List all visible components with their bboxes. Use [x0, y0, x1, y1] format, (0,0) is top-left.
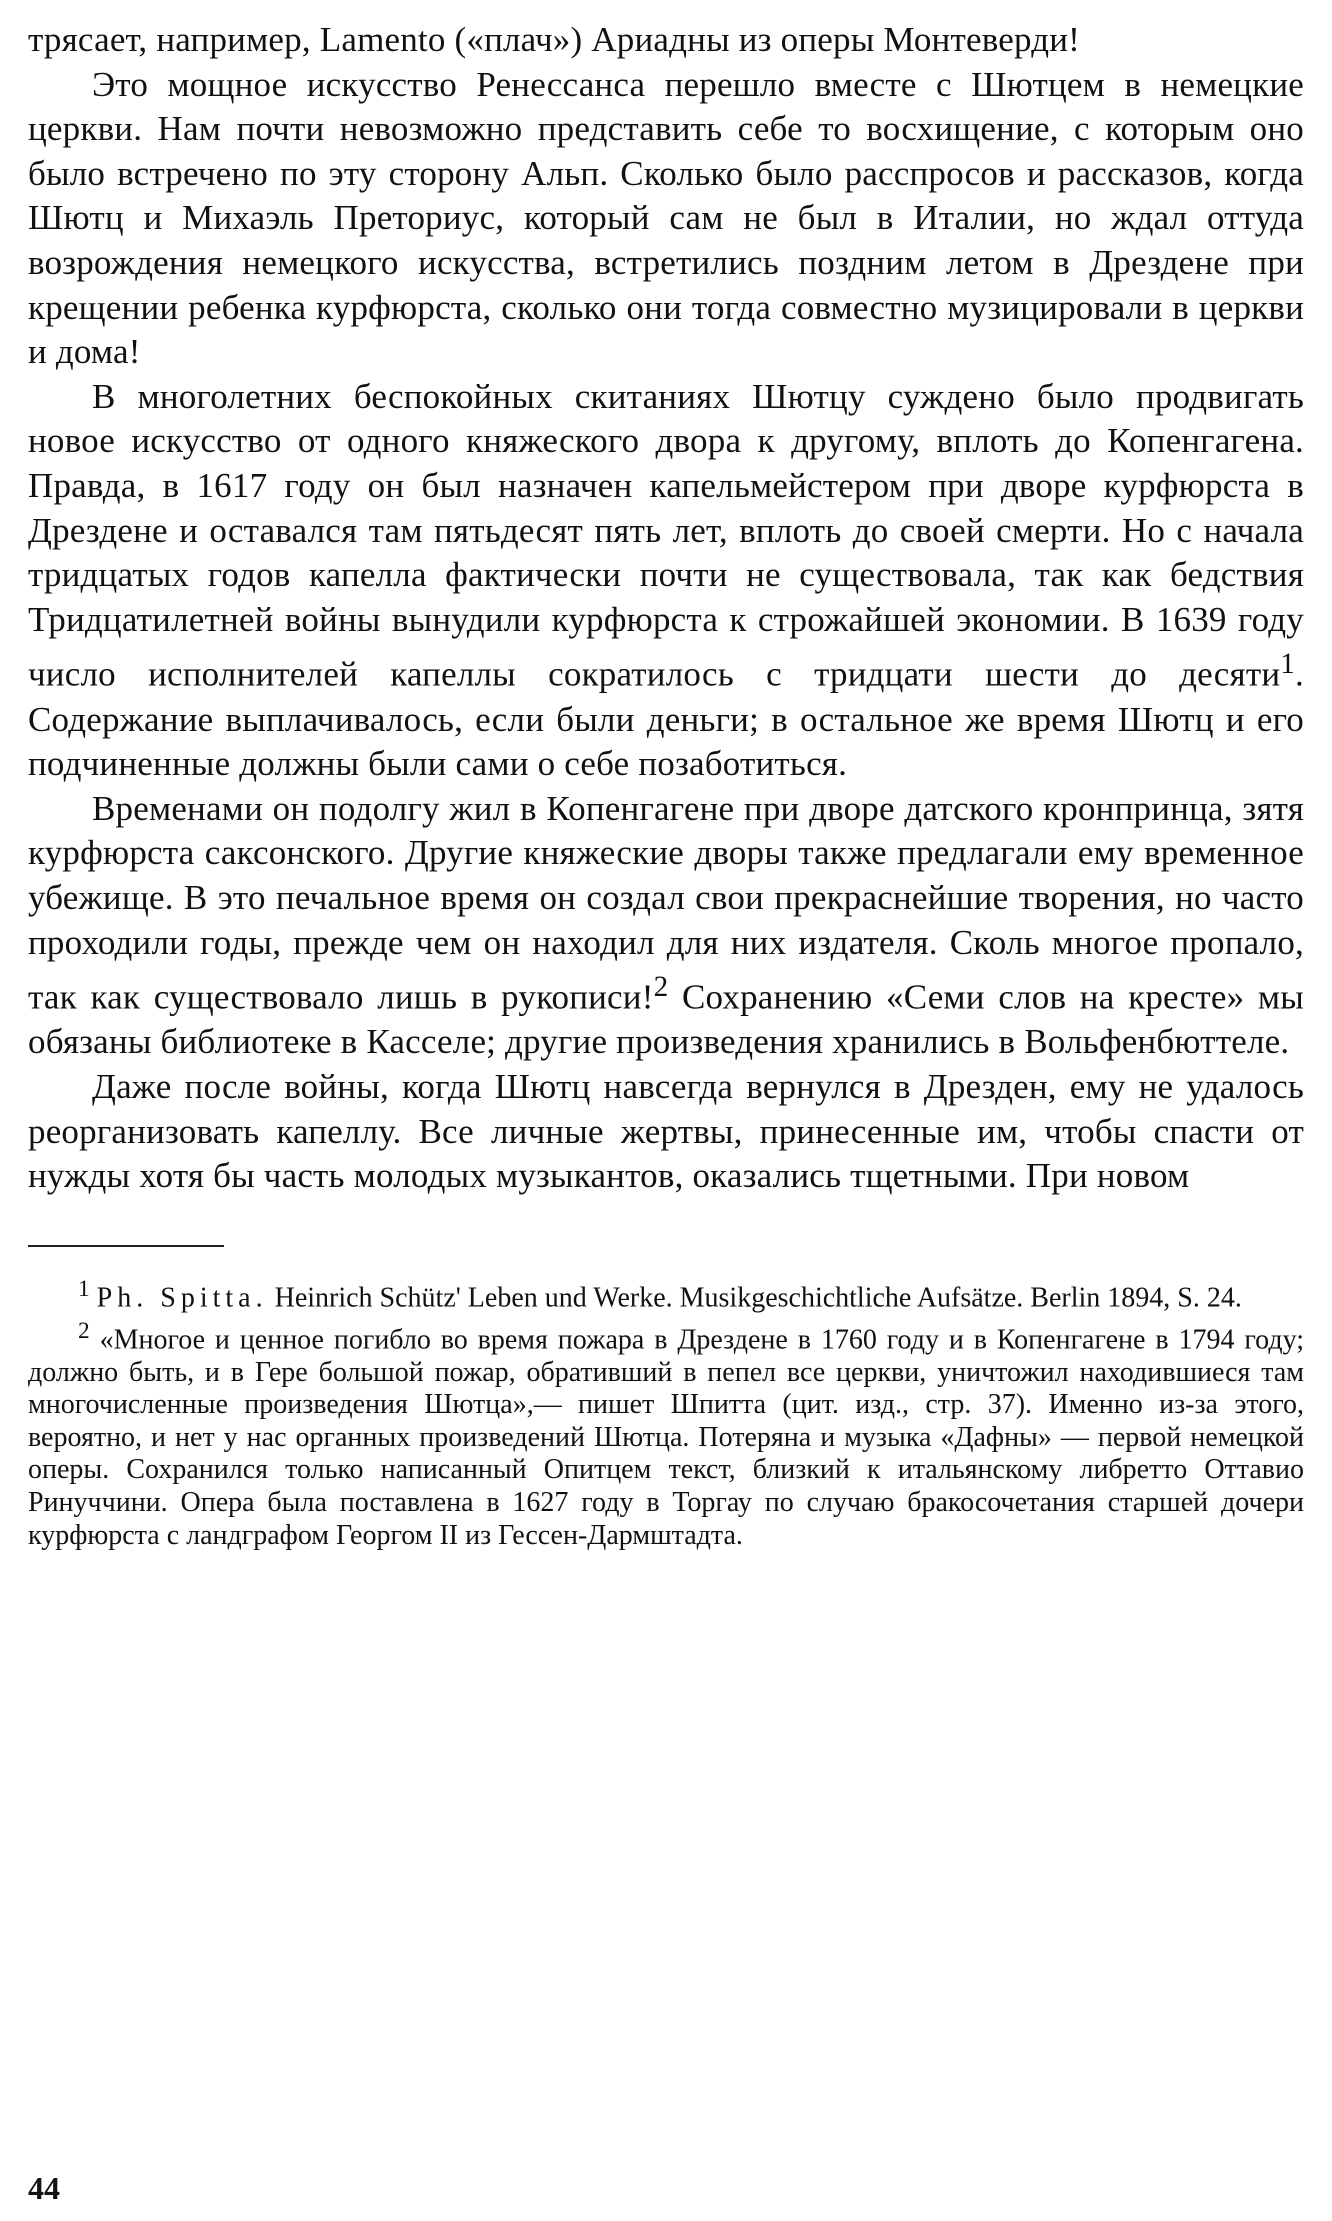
paragraph-4-text-after: Сохранению «Семи слов на кресте» мы обязаны библиотеке в Касселе; другие произведения хранились в Вольфенбюттеле. — [28, 977, 1304, 1062]
paragraph-4 — [28, 787, 1304, 1065]
paragraph-2: Это мощное искусство Ренессанса перешло вместе с Шютцем в немецкие церкви. Нам почти невозможно представить себе то восхищение, с которым оно было встречено по эту сторону Альп. Сколько было расспросов и рассказов, когда Шютц и Михаэль Преториус, который сам не был в Италии, но ждал оттуда возрождения немецкого искусства, встретились поздним летом в Дрездене при крещении ребенка курфюрста, сколько они тогда совместно музицировали в церкви и дома! — [28, 64, 1304, 372]
footnote-2 — [28, 1315, 1304, 1552]
footnote-1 — [28, 1273, 1304, 1315]
footnote-2-text: «Многое и ценное погибло во время пожара в Дрездене в 1760 году и в Копенгагене в 1794 году; должно быть, и в Гере большой пожар, обративший в пепел все церкви, уничтожил находившиеся там многочисленные произведения Шютца»,— пишет Шпитта (цит. изд., стр. 37). Именно из-за этого, вероятно, и нет у нас органных произведений Шютца. Потеряна и музыка «Дафны» — первой немецкой оперы. Сохранился только написанный Опитцем текст, близкий к итальянскому либретто Оттавио Ринуччини. Опера была поставлена в 1627 году в Торгау по случаю бракосочетания старшей дочери курфюрста с ландграфом Георгом II из Гессен-Дармштадта. — [28, 1324, 1304, 1551]
page-number: 44 — [28, 2170, 60, 2206]
book-page — [28, 18, 1304, 1552]
paragraph-4-text: Временами он подолгу жил в Копенгагене при дворе датского кронпринца, зятя курфюрста саксонского. Другие княжеские дворы также предлагали ему временное убежище. В это печальное время он создал свои прекраснейшие творения, но часто проходили годы, прежде чем он находил для них издателя. Сколь многое пропало, так как существовало лишь в рукописи! — [28, 788, 1304, 1017]
footnote-ref-2: 2 — [653, 971, 669, 1004]
footnote-2-mark: 2 — [78, 1317, 90, 1344]
footnotes — [28, 1273, 1304, 1552]
paragraph-5: Даже после войны, когда Шютц навсегда вернулся в Дрезден, ему не удалось реорганизовать капеллу. Все личные жертвы, принесенные им, чтобы спасти от нужды хотя бы часть молодых музыкантов, оказались тщетными. При новом — [28, 1066, 1304, 1196]
footnote-ref-1: 1 — [1280, 648, 1296, 681]
paragraph-3 — [28, 375, 1304, 787]
paragraph-3-text-after: . Содержание выплачивалось, если были деньги; в остальное же время Шютц и его подчиненные должны были сами о себе позаботиться. — [28, 654, 1304, 784]
footnote-1-mark: 1 — [78, 1275, 90, 1302]
footnote-divider — [28, 1245, 224, 1247]
paragraph-3-text: В многолетних беспокойных скитаниях Шютцу суждено было продвигать новое искусство от одного княжеского двора к другому, вплоть до Копенгагена. Правда, в 1617 году он был назначен капельмейстером при дворе курфюрста в Дрездене и оставался там пятьдесят пять лет, вплоть до своей смерти. Но с начала тридцатых годов капелла фактически почти не существовала, так как бедствия Тридцатилетней войны вынудили курфюрста к строжайшей экономии. В 1639 году число исполнителей капеллы сократилось с тридцати шести до десяти — [28, 376, 1304, 694]
footnote-1-text: Heinrich Schütz' Leben und Werke. Musikgeschichtliche Aufsätze. Berlin 1894, S. 24. — [267, 1282, 1242, 1314]
footnote-1-author: Ph. Spitta. — [96, 1282, 268, 1314]
paragraph-1: трясает, например, Lamento («плач») Ариадны из оперы Монтеверди! — [28, 20, 1080, 59]
main-text — [28, 18, 1304, 1199]
